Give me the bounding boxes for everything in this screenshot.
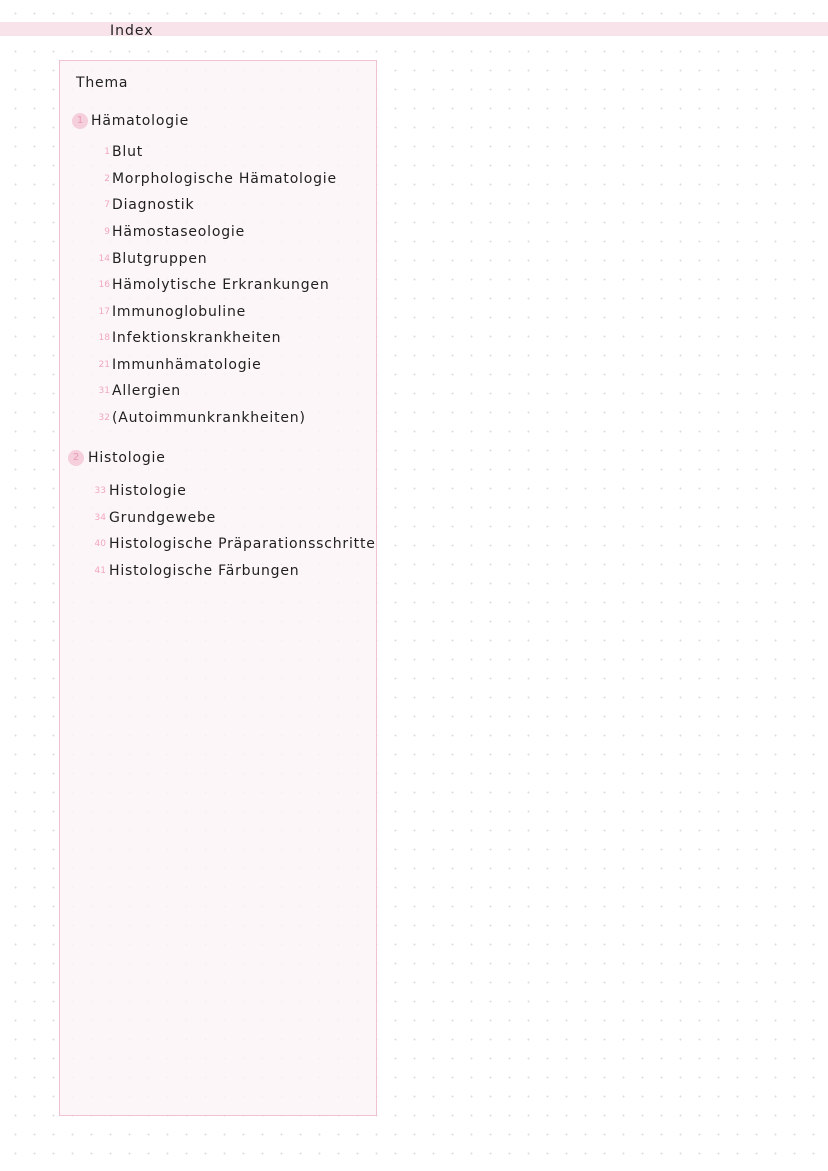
entry-label: Histologische Färbungen (109, 563, 300, 579)
entry-page-number: 7 (104, 200, 110, 210)
entry-page-number: 1 (104, 147, 110, 157)
index-box (59, 60, 377, 1116)
entry-label: Histologische Präparationsschritte (109, 536, 376, 552)
section-number-badge: 2 (68, 450, 84, 466)
entry-page-number: 18 (98, 333, 110, 343)
entry-label: Diagnostik (112, 197, 195, 213)
entry-page-number: 16 (98, 280, 110, 290)
entry-page-number: 14 (98, 254, 110, 264)
entry-label: Blutgruppen (112, 251, 208, 267)
section-title: Histologie (88, 450, 166, 466)
entry-page-number: 40 (94, 539, 106, 549)
entry-page-number: 33 (94, 486, 106, 496)
entry-label: Histologie (109, 483, 187, 499)
entry-label: Hämostaseologie (112, 224, 245, 240)
entry-page-number: 2 (104, 174, 110, 184)
entry-label: Infektionskrankheiten (112, 330, 282, 346)
entry-page-number: 17 (98, 307, 110, 317)
entry-label: (Autoimmunkrankheiten) (112, 410, 306, 426)
index-heading: Thema (76, 75, 129, 91)
entry-page-number: 41 (94, 566, 106, 576)
entry-page-number: 9 (104, 227, 110, 237)
entry-page-number: 21 (98, 360, 110, 370)
entry-label: Hämolytische Erkrankungen (112, 277, 330, 293)
entry-label: Morphologische Hämatologie (112, 171, 337, 187)
entry-page-number: 31 (98, 386, 110, 396)
entry-label: Grundgewebe (109, 510, 217, 526)
entry-label: Allergien (112, 383, 181, 399)
entry-label: Immunhämatologie (112, 357, 262, 373)
page-title: Index (110, 23, 154, 39)
section-number-badge: 1 (72, 113, 88, 129)
entry-label: Immunoglobuline (112, 304, 247, 320)
entry-page-number: 34 (94, 513, 106, 523)
entry-label: Blut (112, 144, 144, 160)
entry-page-number: 32 (98, 413, 110, 423)
section-title: Hämatologie (91, 113, 190, 129)
